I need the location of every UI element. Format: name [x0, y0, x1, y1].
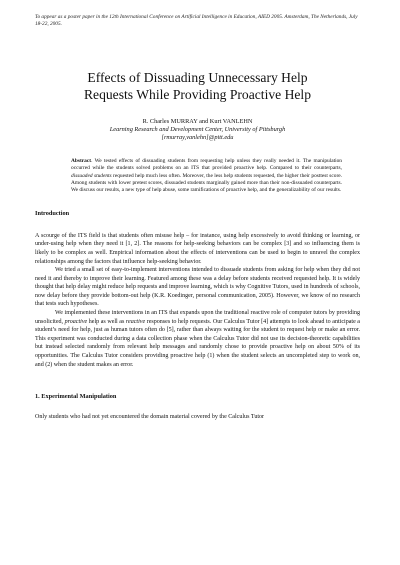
abstract-emphasis: dissuaded students [71, 172, 112, 179]
intro-p3-emph-proactive: proactive [64, 318, 88, 325]
abstract-label: Abstract [71, 158, 92, 164]
section-heading-introduction: Introduction [35, 209, 70, 217]
section-heading-experimental-manipulation: 1. Experimental Manipulation [35, 393, 117, 401]
author-affiliation: Learning Research and Development Center, University of Pittsburgh [109, 126, 286, 133]
author-list: R. Charles MURRAY and Kurt VANLEHN [142, 118, 253, 125]
title-line-1: Effects of Dissuading Unnecessary Help [87, 70, 308, 85]
intro-p3-text-b: help as well as [87, 318, 126, 325]
intro-p3-text-a: We implemented these interventions in an ITS that expands upon the traditional reactive role of computer tutors by providing unsolicited, [35, 310, 360, 325]
intro-p3-text-c: responses to help requests. Our Calculus Tutor [4] attempts to look ahead to anticipate a student’s need for help, just as human tutors often do [5], rather than always waiting for the student to request help or make an error. This experiment was conducted during a data collection phase when the Calculus Tutor did not use its decision-theoretic capabilities but instead selected randomly from relevant help messages and randomly chose to provide proactive help on about 50% of its opportunities. The Calculus Tutor considers providing proactive help (1) when the student selects an uncompleted step to work on, and (2) when the student makes an error. [35, 318, 360, 368]
intro-paragraph-1: A scourge of the ITS field is that students often misuse help – for instance, using help excessively to avoid thinking or learning, or under-using help when they need it [1, 2]. The reasons for help-seeking behaviors can be complex [3] and so influencing them is likely to be complex as well. Empirical information about the effects of interventions can be used to begin to unravel the complex relationships among the factors that influence help-seeking behavior. [35, 232, 360, 265]
intro-paragraph-2: We tried a small set of easy-to-implement interventions intended to dissuade students from asking for help when they did not need it and thereby to improve their learning. Featured among these was a delay before students received requested help. It is widely thought that help delay might reduce help requests and improve learning, which is why Cognitive Tutors, used in hundreds of schools, now delay before they provide bottom-out help (K.R. Koedinger, personal communication, 2005). However, we know of no research that tests such hypotheses. [35, 267, 360, 308]
experiment-paragraph-1: Only students who had not yet encountered the domain material covered by the Calculus Tutor [35, 414, 265, 421]
abstract-text-2: requested help much less often. Moreover, the less help students requested, the higher their posttest score. Among students with lower pretest scores, dissuaded students marginally gained more than their non-dissuaded counterparts. We discuss our results, a new type of help abuse, some ramifications of proactive help, and the generalizability of our results. [71, 172, 342, 194]
author-email: [rmurray,vanlehn]@pitt.edu [161, 134, 234, 141]
conference-note: To appear as a poster paper in the 12th International Conference on Artificial Intelligence in Education, AIED 2005. Amsterdam, The Netherlands, July 18-22, 2005. [35, 14, 358, 27]
intro-p3-emph-reactive: reactive [125, 318, 146, 325]
abstract-text-1: . We tested effects of dissuading students from requesting help unless they really needed it. The manipulation occurred while the students solved problems on an ITS that provided proactive help. Compared to their counterparts, [71, 158, 342, 172]
intro-paragraph-3 [35, 309, 360, 369]
title-line-2: Requests While Providing Proactive Help [83, 86, 312, 102]
abstract [71, 158, 342, 195]
paper-title [35, 70, 360, 103]
